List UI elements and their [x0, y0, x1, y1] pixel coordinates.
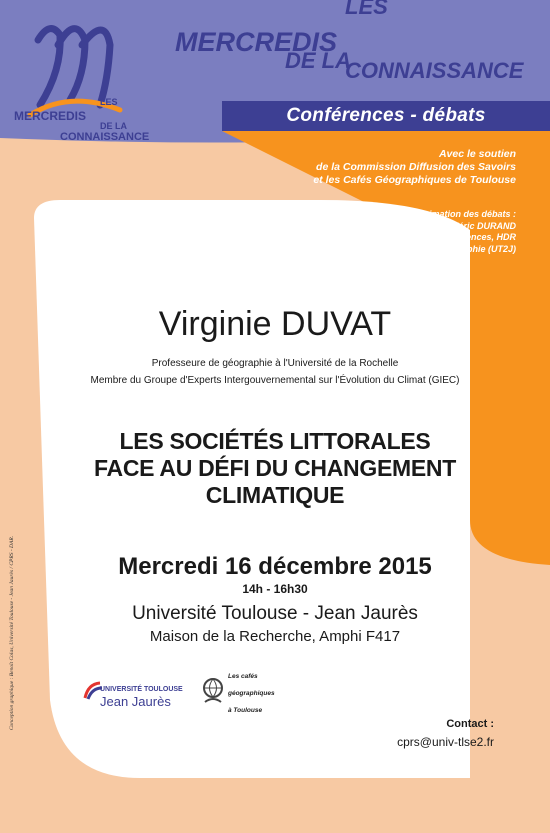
event-venue: Université Toulouse - Jean Jaurès — [132, 603, 418, 624]
animation-line-4: Dpt. de Géographie (UT2J) — [402, 243, 516, 254]
animation-line-1: Présentation et animation des débats : — [350, 209, 516, 219]
cafes-line-2: géographiques — [228, 690, 275, 697]
contact-label: Contact : — [446, 718, 494, 730]
ut-logo-line-1: UNIVERSITÉ TOULOUSE — [100, 686, 183, 693]
animation-block — [351, 209, 516, 255]
logo-text-connaissance: CONNAISSANCE — [60, 131, 150, 143]
talk-title-line-1: LES SOCIÉTÉS LITTORALES — [119, 428, 431, 454]
support-block — [313, 148, 516, 187]
logo-text-les: LES — [100, 97, 118, 107]
speaker-role-2: Membre du Groupe d'Experts Intergouvernemental sur l'Évolution du Climat (GIEC) — [90, 375, 460, 386]
ut-logo-line-2: Jean Jaurès — [100, 694, 171, 709]
header-title-connaissance: CONNAISSANCE — [345, 58, 524, 83]
logo-text-dela: DE LA — [100, 121, 127, 131]
cafes-logo-text — [228, 668, 275, 719]
header-title-les: LES — [345, 0, 388, 19]
talk-title — [0, 428, 550, 509]
contact-email[interactable]: cprs@univ-tlse2.fr — [397, 735, 494, 749]
header-title-mercredis: MERCREDIS — [175, 27, 338, 57]
event-room: Maison de la Recherche, Amphi F417 — [149, 628, 401, 645]
animation-line-3: Maître de Conférences, HDR — [394, 232, 516, 242]
support-line-2: de la Commission Diffusion des Savoirs — [316, 161, 516, 173]
design-credit: Conception graphique : Benoît Colas, Université Toulouse - Jean Jaurès / CPRS - DAR. — [9, 535, 15, 731]
support-line-3: et les Cafés Géographiques de Toulouse — [313, 174, 516, 186]
talk-title-line-3: CLIMATIQUE — [205, 482, 345, 508]
support-line-1: Avec le soutien — [438, 148, 516, 160]
cafes-line-1: Les cafés — [228, 673, 258, 680]
header-title-dela: DE LA — [285, 48, 351, 73]
talk-title-line-2: FACE AU DÉFI DU CHANGEMENT — [94, 455, 456, 481]
event-date: Mercredi 16 décembre 2015 — [118, 553, 432, 580]
logo-text-mercredis: MERCREDIS — [14, 109, 87, 123]
event-time: 14h - 16h30 — [242, 582, 308, 596]
speaker-role-1: Professeure de géographie à l'Université de la Rochelle — [151, 358, 399, 369]
conferences-band: Conférences - débats — [222, 101, 550, 131]
globe-icon — [200, 676, 226, 706]
speaker-name: Virginie DUVAT — [158, 305, 392, 343]
cafes-line-3: à Toulouse — [228, 707, 263, 714]
animation-line-2: Frédéric DURAND — [438, 220, 516, 231]
